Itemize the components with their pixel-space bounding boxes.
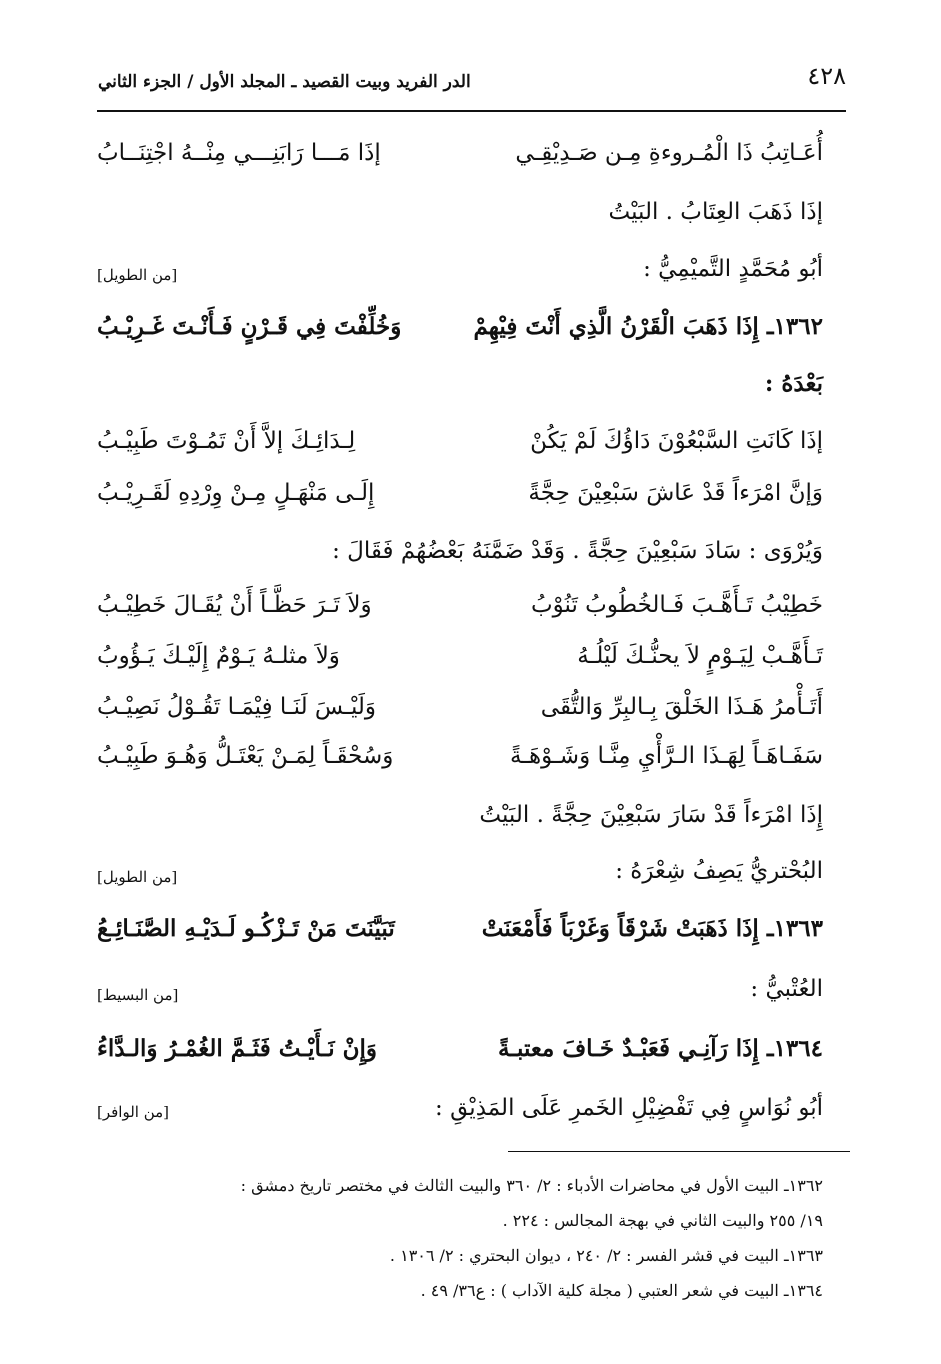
poet-name: أبُو مُحَمَّدٍ التَّميْمِيُّ :: [643, 256, 823, 282]
verse-hemistich-2: وَلاَ تَـرَ حَظَّـاً أَنْ يُقَـالَ خَطِيْـبُ: [97, 592, 372, 618]
verse-hemistich-1: أُعَـاتِبُ ذَا الْمُـروءةِ مِـن صَـدِيْقِـي: [515, 140, 823, 166]
verse-1363-hemistich-2: تَبَيَّنَتَ مَنْ تَـزْكُـو لَـدَيْـهِ الصَّنَـائِـعُ: [97, 915, 395, 942]
verse-hemistich-2: وَلاَ مثلـهُ يَـوْمٌ إِلَيْـكَ يَـؤُوبُ: [97, 643, 340, 669]
verse-hemistich-1: وَإنَّ امْرَءاً قَدْ عَاشَ سَبْعِيْنَ حِجَّةً: [528, 480, 823, 506]
header-rule: [97, 110, 846, 112]
meter-label: [من الطويل]: [97, 868, 178, 886]
page-number: ٤٢٨: [807, 62, 846, 90]
footnote-line: ١٣٦٣ـ البيت في قشر الفسر : ٢/ ٢٤٠ ، ديوان البحتري : ٢/ ١٣٠٦ .: [389, 1246, 823, 1265]
meter-label: [من الطويل]: [97, 266, 178, 284]
verse-hemistich-1: خَطِيْبُ تَـأَهَّـبَ فَـالخُطُوبُ تَنُوْبُ: [530, 592, 823, 618]
verse-hemistich-2: لِـدَائِـكَ إلاَّ أَنْ تَمُـوْتَ طَبِيْـبُ: [97, 428, 356, 454]
footnote-line: ١٣٦٤ـ البيت في شعر العتبي ( مجلة كلية الآداب ) : ع٣٦/ ٤٩ .: [420, 1281, 823, 1300]
verse-hemistich-1: أَتَـأْمرُ هَـذَا الخَلْقَ بِـالبِرِّ وَالتُّقَى: [540, 694, 823, 720]
verse-1362-hemistich-1: ١٣٦٢ـ إِذَا ذَهَبَ الْقَرْنُ الَّذِي أَنْتَ فِيْهِمْ: [473, 313, 823, 340]
text-line: وَيُرْوَى : سَادَ سَبْعِيْنَ حِجَّةً . وَقَدْ ضَمَّنَهُ بَعْضُهُمْ فَقَالَ :: [332, 538, 823, 564]
verse-hemistich-2: إِلَـى مَنْهَـلٍ مِـنْ وِرْدِهِ لَقَـرِيْـبُ: [97, 480, 375, 506]
verse-hemistich-2: وَسُحْقَـاً لِمَـنْ يَعْتَـلُّ وَهُـوَ طَبِيْـبُ: [97, 743, 394, 769]
footnote-line: ١٩/ ٢٥٥ والبيت الثاني في بهجة المجالس : ٢٢٤ .: [502, 1211, 823, 1230]
poet-name: أبُو نُوَاسٍ فِي تَفْضِيْلِ الخَمرِ عَلَى المَذِيْقِ :: [435, 1095, 823, 1121]
verse-1364-hemistich-2: وَإِنْ نَـأَيْـتُ فَثَـمَّ الغُمْـرُ وَالـدَّاءُ: [97, 1035, 378, 1062]
running-title: الدر الفريد وبيت القصيد ـ المجلد الأول / الجزء الثاني: [98, 72, 471, 92]
footnote-rule: [508, 1151, 850, 1152]
verse-1362-hemistich-2: وَخُلِّفْتَ فِي قَـرْنٍ فَـأَنْـتَ غَـرِيْـبُ: [97, 313, 402, 340]
verse-hemistich-1: إذَا كَانَتِ السَّبْعُوْنَ دَاؤُكَ لَمْ يَكُنْ: [530, 428, 823, 454]
text-line: إذَا ذَهَبَ العِتَابُ . البَيْتُ: [608, 199, 823, 225]
verse-1363-hemistich-1: ١٣٦٣ـ إِذَا ذَهَبَتْ شَرْقَاً وَغَرْبَاً فَأَمْعَنَتْ: [481, 915, 823, 942]
poet-name: البُحْتريُّ يَصِفُ شِعْرَهُ :: [615, 858, 823, 884]
verse-hemistich-2: وَلَيْـسَ لَنَـا فِيْمَـا تَقُـوْلُ نَصِيْـبُ: [97, 694, 377, 720]
meter-label: [من الوافر]: [97, 1103, 170, 1121]
verse-hemistich-2: إذَا مَـــا رَابَنِـــي مِنْــهُ اجْتِنَــابُ: [97, 140, 381, 166]
text-line: إِذَا امْرَءاً قَدْ سَارَ سَبْعِيْنَ حِجَّةً . البَيْتُ: [479, 802, 823, 828]
verse-hemistich-1: سَفَـاهَـاً لِهَـذَا الـرَّأْيِ مِنَّـا وَشَـوْهَـةً: [509, 743, 823, 769]
text-line: بَعْدَهُ :: [764, 370, 823, 397]
verse-1364-hemistich-1: ١٣٦٤ـ إِذَا رَآنِـي فَعَبْـدٌ خَـافَ معتبـةً: [497, 1035, 823, 1062]
poet-name: العُتْبيُّ :: [750, 976, 823, 1002]
meter-label: [من البسيط]: [97, 986, 179, 1004]
verse-hemistich-1: تَـأَهَّـبْ لِيَـوْمٍ لاَ يحنُّـكَ لَيْلُـهُ: [577, 643, 823, 669]
footnote-line: ١٣٦٢ـ البيت الأول في محاضرات الأدباء : ٢/ ٣٦٠ والبيت الثالث في مختصر تاريخ دمشق :: [240, 1176, 823, 1195]
